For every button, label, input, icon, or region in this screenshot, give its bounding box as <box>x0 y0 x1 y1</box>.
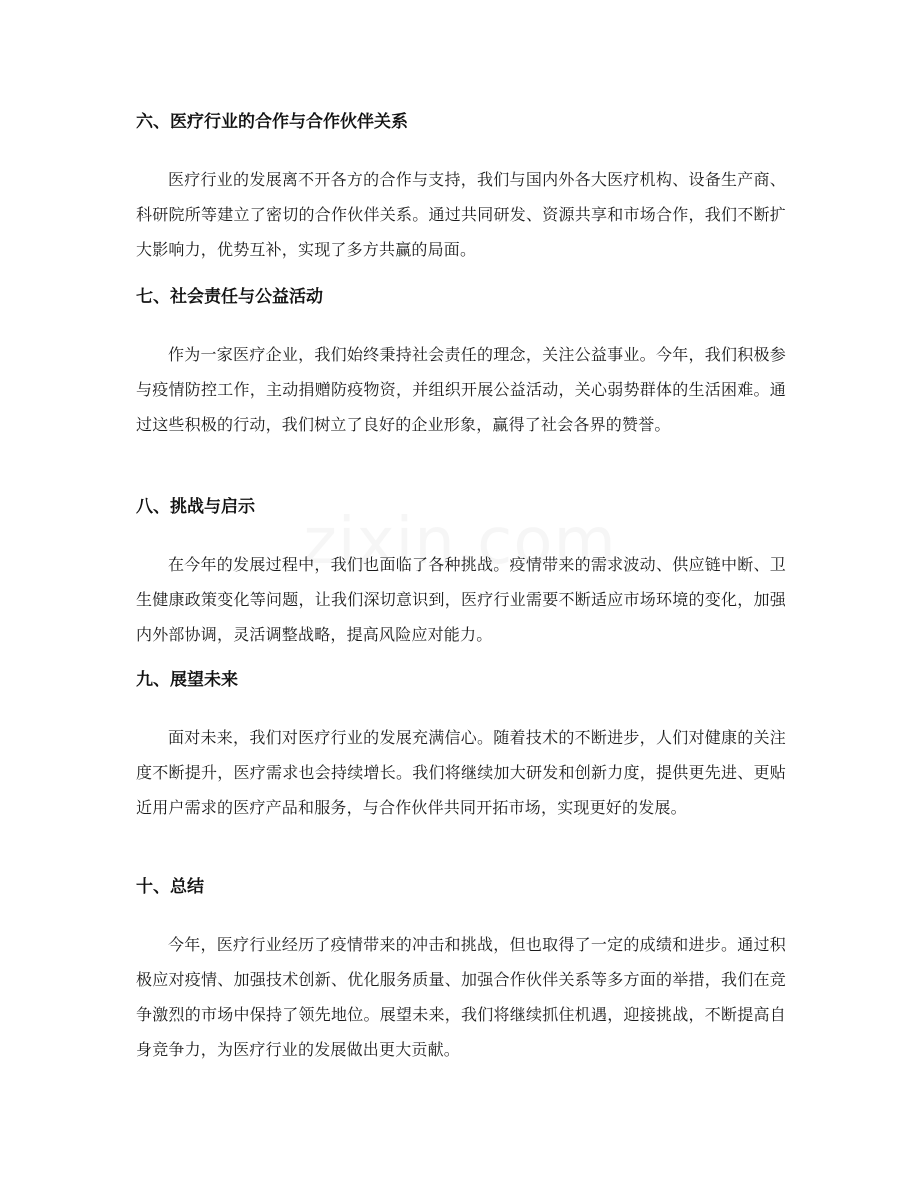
section-heading: 八、挑战与启示 <box>136 497 255 517</box>
section-paragraph: 在今年的发展过程中，我们也面临了各种挑战。疫情带来的需求波动、供应链中断、卫生健康政策变化等问题，让我们深切意识到，医疗行业需要不断适应市场环境的变化，加强内外部协调，灵活调整战略，提高风险应对能力。 <box>136 555 786 644</box>
section-summary <box>136 875 786 1067</box>
section-cooperation <box>136 110 786 267</box>
section-paragraph: 面对未来，我们对医疗行业的发展充满信心。随着技术的不断进步，人们对健康的关注度不断提升，医疗需求也会持续增长。我们将继续加大研发和创新力度，提供更先进、更贴近用户需求的医疗产品和服务，与合作伙伴共同开拓市场，实现更好的发展。 <box>136 728 786 817</box>
section-heading: 六、医疗行业的合作与合作伙伴关系 <box>136 112 408 132</box>
section-heading: 九、展望未来 <box>136 670 238 690</box>
section-paragraph: 作为一家医疗企业，我们始终秉持社会责任的理念，关注公益事业。今年，我们积极参与疫情防控工作，主动捐赠防疫物资，并组织开展公益活动，关心弱势群体的生活困难。通过这些积极的行动，我们树立了良好的企业形象，赢得了社会各界的赞誉。 <box>136 345 786 434</box>
section-social-responsibility <box>136 285 786 442</box>
section-heading: 七、社会责任与公益活动 <box>136 287 323 307</box>
section-challenges <box>136 495 786 652</box>
section-outlook <box>136 668 786 825</box>
section-heading: 十、总结 <box>136 877 204 897</box>
section-paragraph: 医疗行业的发展离不开各方的合作与支持，我们与国内外各大医疗机构、设备生产商、科研院所等建立了密切的合作伙伴关系。通过共同研发、资源共享和市场合作，我们不断扩大影响力，优势互补，实现了多方共赢的局面。 <box>136 170 786 259</box>
section-paragraph: 今年，医疗行业经历了疫情带来的冲击和挑战，但也取得了一定的成绩和进步。通过积极应对疫情、加强技术创新、优化服务质量、加强合作伙伴关系等多方面的举措，我们在竞争激烈的市场中保持了领先地位。展望未来，我们将继续抓住机遇，迎接挑战，不断提高自身竞争力，为医疗行业的发展做出更大贡献。 <box>136 935 786 1059</box>
